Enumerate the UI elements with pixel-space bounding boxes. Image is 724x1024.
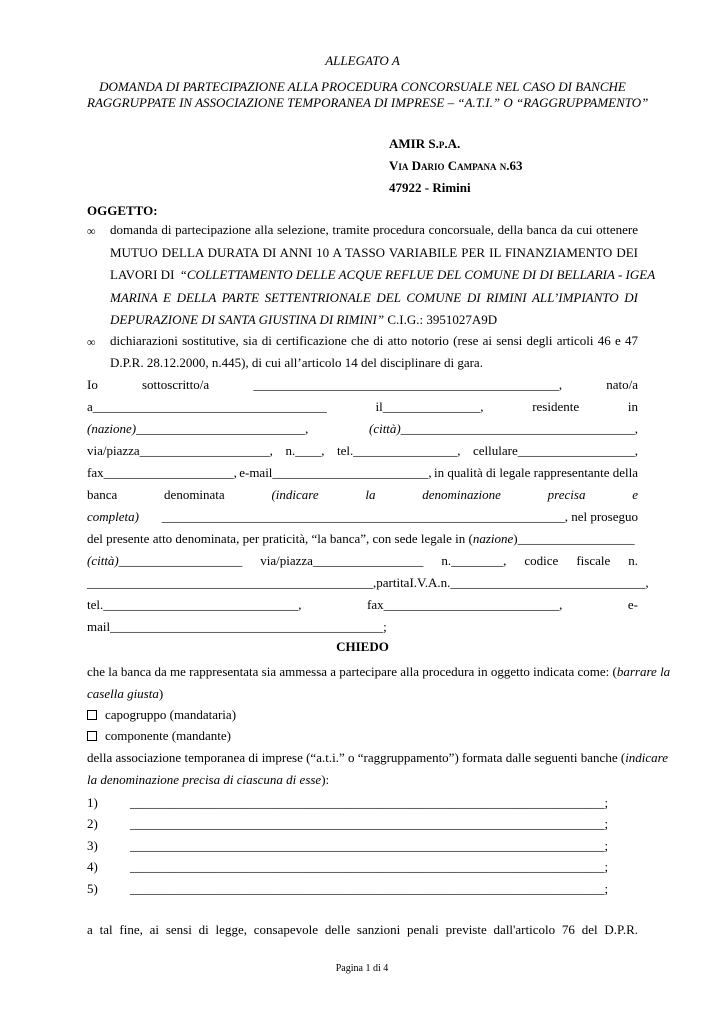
checkbox-icon[interactable] [87, 710, 97, 720]
vat-number-field[interactable]: n.______________________________, [440, 575, 649, 590]
close-paren: ) [158, 686, 164, 701]
indicare-label: (indicare [271, 487, 319, 502]
document-title-line-2: RAGGRUPPATE IN ASSOCIAZIONE TEMPORANEA DI IMPRESE – “A.T.I.” O “RAGGRUPPAMENTO” [87, 95, 649, 110]
form-line-contacts [87, 465, 638, 481]
nazione-label: (nazione) [87, 421, 137, 436]
bank-email-field[interactable]: mail__________________________________________; [87, 619, 387, 634]
civic-number-field[interactable]: n.____, [285, 443, 325, 458]
citta-blank[interactable]: ____________________________________, [400, 421, 638, 436]
denominazione-italic: la denominazione precisa di ciascuna di esse [87, 772, 322, 787]
bank-name-field[interactable]: ______________________________________________________________, nel proseguo [161, 509, 638, 524]
item1-cig: C.I.G.: 3951027A9D [384, 312, 498, 327]
recipient-city: 47922 - Rimini [389, 180, 471, 195]
assoc-suffix: ): [321, 772, 330, 787]
legal-seat-text: del presente atto denominata, per praticità, “la banca”, con sede legale in ( [87, 531, 473, 546]
form-line-legal-seat [87, 531, 638, 547]
oggetto-item1-line5 [110, 312, 497, 328]
bank-entry-number: 4) [87, 859, 98, 874]
legal-rep-label: in qualità di legale rappresentante della [434, 465, 638, 480]
item1-line3-italic: “COLLETTAMENTO DELLE ACQUE REFLUE DEL COMUNE DI DI BELLARIA - IGEA [179, 267, 656, 282]
form-line-name [87, 377, 638, 393]
bank-entry-3[interactable] [87, 838, 638, 854]
citta-field[interactable] [369, 421, 638, 437]
bank-entry-field[interactable]: _________________________________________________________________________; [130, 816, 609, 831]
chiedo-text: che la banca da me rappresentata sia ammessa a partecipare alla procedura in oggetto indicata come: ( [87, 664, 617, 679]
form-line-bank-name [87, 487, 638, 503]
option-capogruppo[interactable] [87, 707, 236, 723]
fax-field[interactable]: fax____________________, [87, 465, 237, 480]
infinity-bullet-icon: ∞ [87, 335, 96, 349]
form-line-bank-name-2 [87, 509, 638, 525]
oggetto-label: OGGETTO: [87, 203, 158, 218]
birthdate-field[interactable]: il_______________, [375, 399, 484, 414]
bank-entry-field[interactable]: _________________________________________________________________________; [130, 881, 609, 896]
in-label: in [627, 399, 638, 414]
item1-line5-italic: DEPURAZIONE DI SANTA GIUSTINA DI RIMINI” [110, 312, 385, 327]
infinity-bullet-icon: ∞ [87, 224, 96, 238]
bank-phone-field[interactable]: tel.______________________________, [87, 597, 302, 612]
chiedo-line-1 [87, 664, 671, 680]
chiedo-line-2 [87, 686, 163, 702]
n-label: n. [628, 553, 638, 568]
form-line-tax-ids [87, 575, 649, 591]
bank-fax-field[interactable]: fax___________________________, [367, 597, 563, 612]
assoc-text: della associazione temporanea di imprese (“a.t.i.” o “raggruppamento”) formata dalle seguenti banche ( [87, 750, 626, 765]
form-line-residence [87, 421, 638, 437]
oggetto-item1-line3 [110, 267, 656, 283]
recipient-address: Via Dario Campana n.63 [389, 158, 523, 173]
email-field[interactable]: e-mail________________________, [239, 465, 432, 480]
nato-label: nato/a [606, 377, 638, 392]
barrare-label: barrare la [616, 664, 671, 679]
e-label: e [632, 487, 638, 502]
denominata-label: denominata [164, 487, 225, 502]
bank-email-label: e- [627, 597, 638, 612]
oggetto-item1-line2: MUTUO DELLA DURATA DI ANNI 10 A TASSO VARIABILE PER IL FINANZIAMENTO DEI [110, 245, 638, 260]
allegato-label: ALLEGATO A [325, 53, 400, 68]
fiscal-code-field[interactable]: ____________________________________________, [87, 575, 377, 590]
casella-giusta-label: casella giusta [87, 686, 159, 701]
form-line-birth [87, 399, 638, 415]
bank-via-field[interactable]: via/piazza_________________ [260, 553, 424, 568]
nazione-field[interactable] [87, 421, 308, 437]
codice-label: codice [524, 553, 559, 568]
bank-entry-5[interactable] [87, 881, 638, 897]
residente-label: residente [532, 399, 580, 414]
form-line-bank-address [87, 553, 638, 569]
bank-entry-field[interactable]: _________________________________________________________________________; [130, 838, 609, 853]
bank-entry-field[interactable]: _________________________________________________________________________; [130, 795, 609, 810]
assoc-line-2 [87, 772, 329, 788]
assoc-line-1 [87, 750, 669, 766]
citta-label: (città) [368, 421, 401, 436]
final-declaration-line: a tal fine, ai sensi di legge, consapevole delle sanzioni penali previste dall'articolo 76 del D.P.R. [87, 922, 638, 937]
iva-label: I.V.A. [409, 575, 441, 590]
document-title-line-1: DOMANDA DI PARTECIPAZIONE ALLA PROCEDURA CONCORSUALE NEL CASO DI BANCHE [99, 79, 626, 94]
recipient-name: AMIR S.p.A. [389, 136, 461, 151]
bank-citta-field[interactable]: (città)___________________ [87, 553, 243, 568]
page-number: Pagina 1 di 4 [335, 963, 389, 974]
oggetto-item1-line4: MARINA E DELLA PARTE SETTENTRIONALE DEL COMUNE DI RIMINI ALL’IMPIANTO DI [110, 290, 638, 305]
via-piazza-field[interactable]: via/piazza____________________, [87, 443, 273, 458]
option-componente[interactable] [87, 728, 231, 744]
bank-entry-number: 1) [87, 795, 98, 810]
bank-entry-4[interactable] [87, 859, 638, 875]
la-label: la [365, 487, 376, 502]
fiscale-label: fiscale [576, 553, 611, 568]
checkbox-icon[interactable] [87, 731, 97, 741]
nazione-blank[interactable]: __________________________, [136, 421, 309, 436]
indicare-italic: indicare [625, 750, 669, 765]
form-line-address [87, 443, 638, 459]
legal-seat-nazione-label: nazione [472, 531, 514, 546]
legal-seat-nazione-field[interactable]: )__________________ [513, 531, 635, 546]
bank-entry-number: 2) [87, 816, 98, 831]
oggetto-item2-line2: D.P.R. 28.12.2000, n.445), di cui all’articolo 14 del disciplinare di gara. [110, 355, 483, 370]
sottoscritto-label: sottoscritto/a [142, 377, 210, 392]
chiedo-heading: CHIEDO [336, 639, 389, 654]
bank-number-field[interactable]: n.________, [441, 553, 507, 568]
mobile-field[interactable]: cellulare__________________, [472, 443, 638, 458]
banca-label: banca [87, 487, 118, 502]
bank-entry-number: 5) [87, 881, 98, 896]
io-label: Io [87, 377, 98, 392]
name-field[interactable]: _______________________________________________, [253, 377, 563, 392]
option-componente-label: componente (mandante) [105, 728, 231, 743]
bank-entry-2[interactable] [87, 816, 638, 832]
form-line-bank-contacts [87, 597, 638, 613]
bank-entry-number: 3) [87, 838, 98, 853]
oggetto-item2-line1: dichiarazioni sostitutive, sia di certificazione che di atto notorio (rese ai sensi degli articoli 46 e 47 [110, 333, 638, 348]
bank-entry-field[interactable]: _________________________________________________________________________; [130, 859, 609, 874]
partita-label: partita [376, 575, 410, 590]
completa-label: completa) [87, 509, 139, 524]
denominazione-label: denominazione [422, 487, 501, 502]
option-capogruppo-label: capogruppo (mandataria) [105, 707, 237, 722]
oggetto-item1-line1: domanda di partecipazione alla selezione, tramite procedura concorsuale, della banca da cui ottenere [110, 222, 638, 237]
phone-field[interactable]: tel.________________, [336, 443, 461, 458]
item1-line3-prefix: LAVORI DI [110, 267, 175, 282]
bank-entry-1[interactable] [87, 795, 638, 811]
birthplace-field[interactable]: a____________________________________ [87, 399, 327, 414]
precisa-label: precisa [547, 487, 586, 502]
